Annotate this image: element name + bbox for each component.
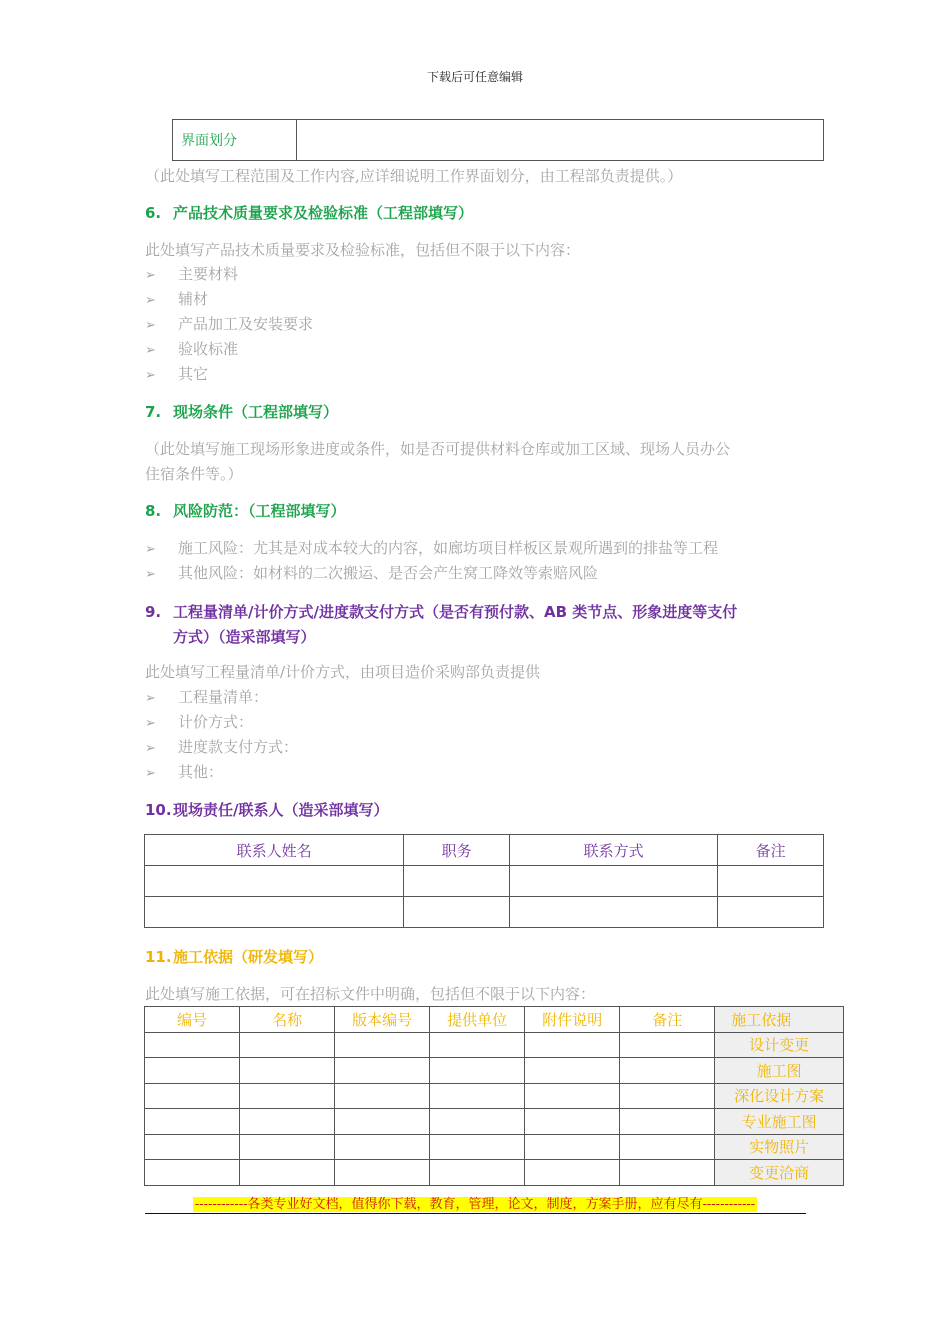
column-header: 版本编号 [335, 1007, 430, 1033]
list-item [145, 362, 313, 387]
section7-number: 7. [145, 403, 162, 421]
table-cell[interactable] [145, 1083, 240, 1109]
column-header: 提供单位 [430, 1007, 525, 1033]
table-cell[interactable] [620, 1134, 715, 1160]
section7-heading [145, 401, 338, 422]
contact-table [144, 834, 824, 928]
section6-title: 产品技术质量要求及检验标准（工程部填写） [173, 204, 474, 222]
list-item [145, 262, 313, 287]
table-cell[interactable] [430, 1109, 525, 1135]
section6-number: 6. [145, 204, 162, 222]
arrow-bullet-icon: ➢ [145, 268, 156, 283]
table-cell[interactable] [430, 1058, 525, 1084]
table-row [145, 1160, 844, 1186]
arrow-bullet-icon: ➢ [145, 766, 156, 781]
table-cell[interactable] [430, 1134, 525, 1160]
column-header: 备注 [620, 1007, 715, 1033]
list-item-text: 辅材 [178, 290, 209, 308]
footer-divider [145, 1213, 806, 1214]
table-cell[interactable] [525, 1109, 620, 1135]
table-row [145, 866, 824, 897]
table-cell[interactable] [240, 1032, 335, 1058]
column-header: 编号 [145, 1007, 240, 1033]
section10-heading [145, 799, 388, 820]
table-header-row [145, 1007, 844, 1033]
section6-list [145, 262, 313, 387]
list-item-text: 工程量清单： [178, 688, 269, 706]
footer-text: ------------各类专业好文档，值得你下载，教育，管理，论文，制度，方案手册，应有尽有------------ [194, 1197, 756, 1212]
column-header: 备注 [718, 835, 824, 866]
list-item [145, 312, 313, 337]
section9-list [145, 685, 298, 785]
table-cell[interactable] [335, 1058, 430, 1084]
table-cell[interactable] [430, 1083, 525, 1109]
table-cell[interactable] [145, 1160, 240, 1186]
table-cell[interactable] [620, 1083, 715, 1109]
table-cell[interactable] [510, 866, 718, 897]
list-item-text: 进度款支付方式： [178, 738, 299, 756]
section6-intro: 此处填写产品技术质量要求及检验标准，包括但不限于以下内容： [145, 241, 581, 259]
section11-heading [145, 946, 323, 967]
column-header: 联系人姓名 [145, 835, 404, 866]
table-cell[interactable] [335, 1109, 430, 1135]
list-item-text: 其他： [178, 763, 224, 781]
table-cell[interactable] [620, 1058, 715, 1084]
list-item-text: 其它 [178, 365, 209, 383]
list-item-text: 施工风险：尤其是对成本较大的内容，如廊坊项目样板区景观所遇到的排盐等工程 [178, 539, 719, 557]
section7-title: 现场条件（工程部填写） [173, 403, 339, 421]
list-item [145, 287, 313, 312]
dropdown-option[interactable]: 变更洽商 [715, 1160, 844, 1186]
section8-title: 风险防范：（工程部填写） [173, 502, 346, 520]
section7-text [145, 437, 810, 487]
dropdown-option[interactable]: 专业施工图 [715, 1109, 844, 1135]
list-item [145, 337, 313, 362]
basis-table [144, 1006, 844, 1186]
arrow-bullet-icon: ➢ [145, 691, 156, 706]
list-item [145, 735, 298, 760]
footer-banner [145, 1193, 805, 1212]
table-cell[interactable] [240, 1058, 335, 1084]
table-cell[interactable] [240, 1134, 335, 1160]
list-item-text: 其他风险：如材料的二次搬运、是否会产生窝工降效等索赔风险 [178, 564, 599, 582]
table-cell[interactable] [525, 1058, 620, 1084]
section8-list [145, 536, 718, 586]
section8-heading [145, 500, 346, 521]
list-item-text: 产品加工及安装要求 [178, 315, 314, 333]
table-cell[interactable] [145, 1032, 240, 1058]
column-header: 名称 [240, 1007, 335, 1033]
table-cell[interactable] [525, 1134, 620, 1160]
arrow-bullet-icon: ➢ [145, 368, 156, 383]
section11-intro: 此处填写施工依据，可在招标文件中明确，包括但不限于以下内容： [145, 985, 596, 1003]
section6-heading [145, 202, 473, 223]
table-cell[interactable] [240, 1083, 335, 1109]
section10-title: 现场责任/联系人（造采部填写） [173, 801, 389, 819]
list-item [145, 685, 298, 710]
list-item [145, 760, 298, 785]
section9-heading [145, 600, 737, 650]
dropdown-option[interactable]: 设计变更 [715, 1032, 844, 1058]
list-item-text: 验收标准 [178, 340, 239, 358]
section7-line1: （此处填写施工现场形象进度或条件，如是否可提供材料仓库或加工区域、现场人员办公 [145, 440, 731, 458]
arrow-bullet-icon: ➢ [145, 343, 156, 358]
list-item-text: 主要材料 [178, 265, 239, 283]
table-cell[interactable] [525, 1160, 620, 1186]
arrow-bullet-icon: ➢ [145, 293, 156, 308]
section9-title-line2: 方式）（造采部填写） [173, 628, 316, 646]
arrow-bullet-icon: ➢ [145, 318, 156, 333]
table-cell[interactable] [620, 1160, 715, 1186]
list-item-text: 计价方式： [178, 713, 254, 731]
arrow-bullet-icon: ➢ [145, 716, 156, 731]
column-header: 职务 [404, 835, 510, 866]
table-cell[interactable] [335, 1083, 430, 1109]
table-cell[interactable] [525, 1083, 620, 1109]
list-item [145, 536, 718, 561]
dropdown-option[interactable]: 施工图 [715, 1058, 844, 1084]
section8-number: 8. [145, 502, 162, 520]
table-cell[interactable] [240, 1160, 335, 1186]
table-row [145, 1134, 844, 1160]
table-cell[interactable] [718, 897, 824, 928]
table-cell[interactable] [240, 1109, 335, 1135]
table-cell[interactable] [404, 897, 510, 928]
column-header: 联系方式 [510, 835, 718, 866]
basis-dropdown-header[interactable]: 施工依据 [715, 1007, 844, 1033]
column-header: 附件说明 [525, 1007, 620, 1033]
arrow-bullet-icon: ➢ [145, 542, 156, 557]
table-cell[interactable] [430, 1160, 525, 1186]
table-cell[interactable] [145, 897, 404, 928]
table-cell[interactable] [335, 1032, 430, 1058]
list-item [145, 561, 718, 586]
arrow-bullet-icon: ➢ [145, 567, 156, 582]
section9-title-line1: 工程量清单/计价方式/进度款支付方式（是否有预付款、AB 类节点、形象进度等支付 [173, 603, 738, 621]
arrow-bullet-icon: ➢ [145, 741, 156, 756]
table-cell[interactable] [404, 866, 510, 897]
section11-title: 施工依据（研发填写） [173, 948, 324, 966]
table-row [145, 1058, 844, 1084]
table-cell[interactable] [430, 1032, 525, 1058]
table-cell[interactable] [145, 1058, 240, 1084]
table-cell[interactable] [620, 1109, 715, 1135]
table-cell[interactable] [145, 1109, 240, 1135]
table-row [145, 897, 824, 928]
table-cell[interactable] [510, 897, 718, 928]
section7-line2: 住宿条件等。） [145, 465, 243, 483]
scope-note: （此处填写工程范围及工作内容,应详细说明工作界面划分，由工程部负责提供。） [145, 167, 683, 185]
table-row [145, 1083, 844, 1109]
page-header: 下载后可任意编辑 [426, 70, 523, 84]
interface-table [172, 119, 824, 161]
table-cell[interactable] [145, 1134, 240, 1160]
table-header-row [145, 835, 824, 866]
table-cell[interactable] [335, 1134, 430, 1160]
section9-intro: 此处填写工程量清单/计价方式，由项目造价采购部负责提供 [145, 663, 541, 681]
table-row [145, 1032, 844, 1058]
interface-value[interactable] [297, 120, 824, 161]
table-cell[interactable] [620, 1032, 715, 1058]
table-cell[interactable] [335, 1160, 430, 1186]
dropdown-option[interactable]: 实物照片 [715, 1134, 844, 1160]
dropdown-option[interactable]: 深化设计方案 [715, 1083, 844, 1109]
table-cell[interactable] [718, 866, 824, 897]
section11-number: 11. [145, 948, 172, 966]
section10-number: 10. [145, 801, 172, 819]
section9-number: 9. [145, 603, 162, 621]
interface-label: 界面划分 [173, 120, 297, 161]
table-row [145, 1109, 844, 1135]
table-cell[interactable] [145, 866, 404, 897]
table-cell[interactable] [525, 1032, 620, 1058]
list-item [145, 710, 298, 735]
